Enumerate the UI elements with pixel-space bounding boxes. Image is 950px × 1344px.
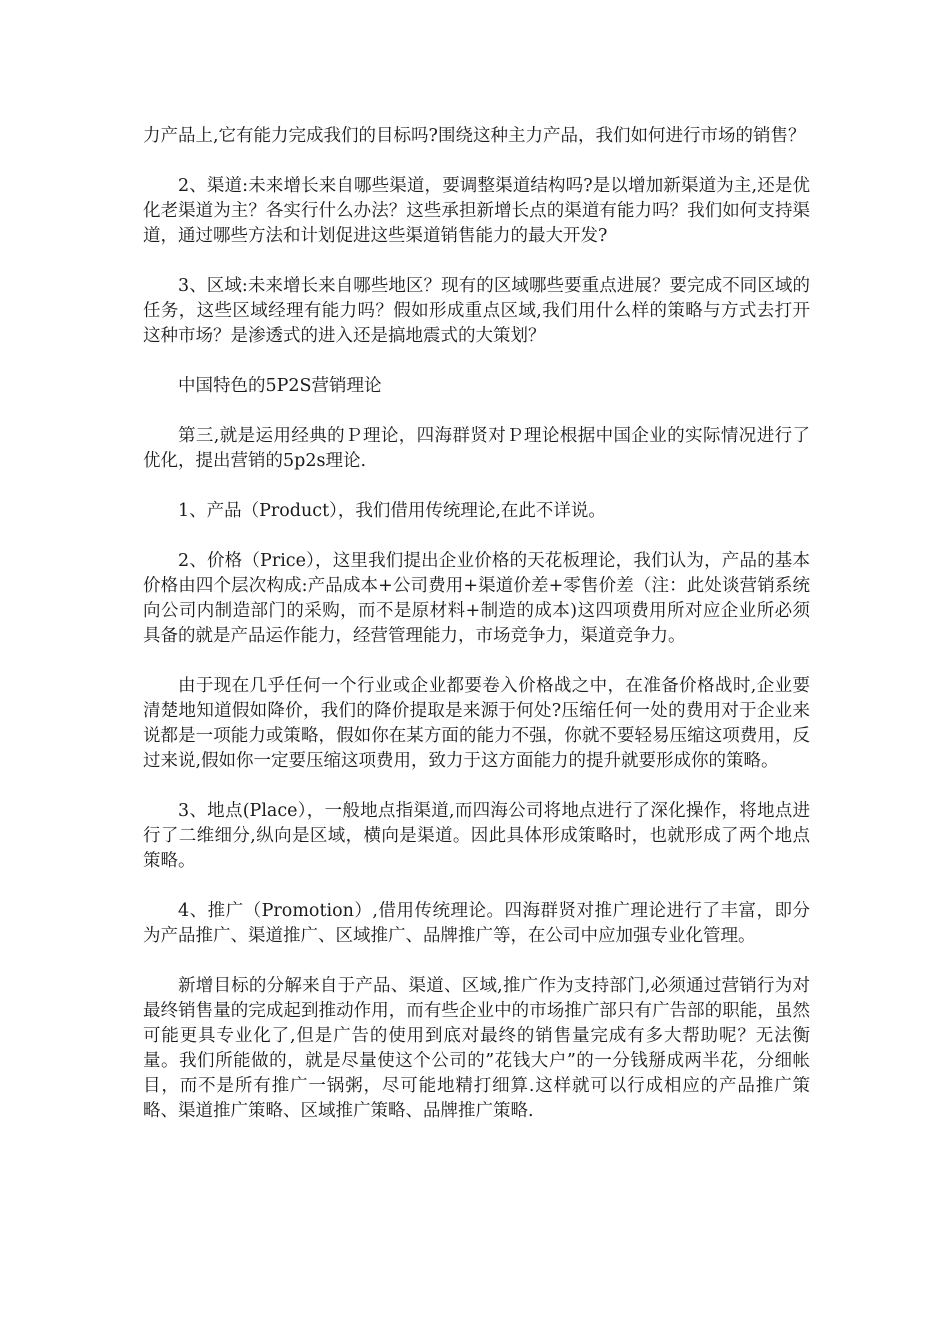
- section-heading: 中国特色的5P2S营销理论: [178, 376, 382, 396]
- paragraph-region: 3、区域:未来增长来自哪些地区？现有的区域哪些要重点进展？要完成不同区域的任务，这些区域经理有能力吗？假如形成重点区域,我们用什么样的策略与方式去打开这种市场？是渗透式的进入还是搞地震式的大策划？: [143, 276, 810, 346]
- paragraph-new-targets: 新增目标的分解来自于产品、渠道、区域,推广作为支持部门,必须通过营销行为对最终销售量的完成起到推动作用，而有些企业中的市场推广部只有广告部的职能，虽然可能更具专业化了,但是广告的使用到底对最终的销售量完成有多大帮助呢？无法衡量。我们所能做的，就是尽量使这个公司的”花钱大户”的一分钱掰成两半花，分细帐目，而不是所有推广一锅粥，尽可能地精打细算.这样就可以行成相应的产品推广策略、渠道推广策略、区域推广策略、品牌推广策略.: [143, 976, 810, 1121]
- paragraph-price-war: 由于现在几乎任何一个行业或企业都要卷入价格战之中，在准备价格战时,企业要清楚地知道假如降价，我们的降价提取是来源于何处?压缩任何一处的费用对于企业来说都是一项能力或策略，假如你在某方面的能力不强，你就不要轻易压缩这项费用，反过来说,假如你一定要压缩这项费用，致力于这方面能力的提升就要形成你的策略。: [143, 676, 810, 771]
- paragraph-channel: 2、渠道:未来增长来自哪些渠道，要调整渠道结构吗?是以增加新渠道为主,还是优化老渠道为主？各实行什么办法？这些承担新增长点的渠道有能力吗？我们如何支持渠道，通过哪些方法和计划促进这些渠道销售能力的最大开发?: [143, 176, 810, 246]
- paragraph-promotion: 4、推广（Promotion）,借用传统理论。四海群贤对推广理论进行了丰富，即分为产品推广、渠道推广、区域推广、品牌推广等，在公司中应加强专业化管理。: [143, 901, 810, 946]
- paragraph-continuation: 力产品上,它有能力完成我们的目标吗?围绕这种主力产品，我们如何进行市场的销售？: [143, 126, 806, 146]
- document-body: [143, 124, 810, 1149]
- paragraph-price: 2、价格（Price），这里我们提出企业价格的天花板理论，我们认为，产品的基本价格由四个层次构成:产品成本+公司费用+渠道价差+零售价差（注：此处谈营销系统向公司内制造部门的采购，而不是原材料+制造的成本)这四项费用所对应企业所必须具备的就是产品运作能力，经营管理能力，市场竞争力，渠道竞争力。: [143, 551, 810, 646]
- paragraph-third: 第三,就是运用经典的Ｐ理论，四海群贤对Ｐ理论根据中国企业的实际情况进行了优化，提出营销的5p2s理论.: [143, 426, 810, 471]
- paragraph-product: 1、产品（Product），我们借用传统理论,在此不详说。: [178, 501, 606, 521]
- paragraph-place: 3、地点(Place），一般地点指渠道,而四海公司将地点进行了深化操作，将地点进行了二维细分,纵向是区域，横向是渠道。因此具体形成策略时，也就形成了两个地点策略。: [143, 801, 810, 871]
